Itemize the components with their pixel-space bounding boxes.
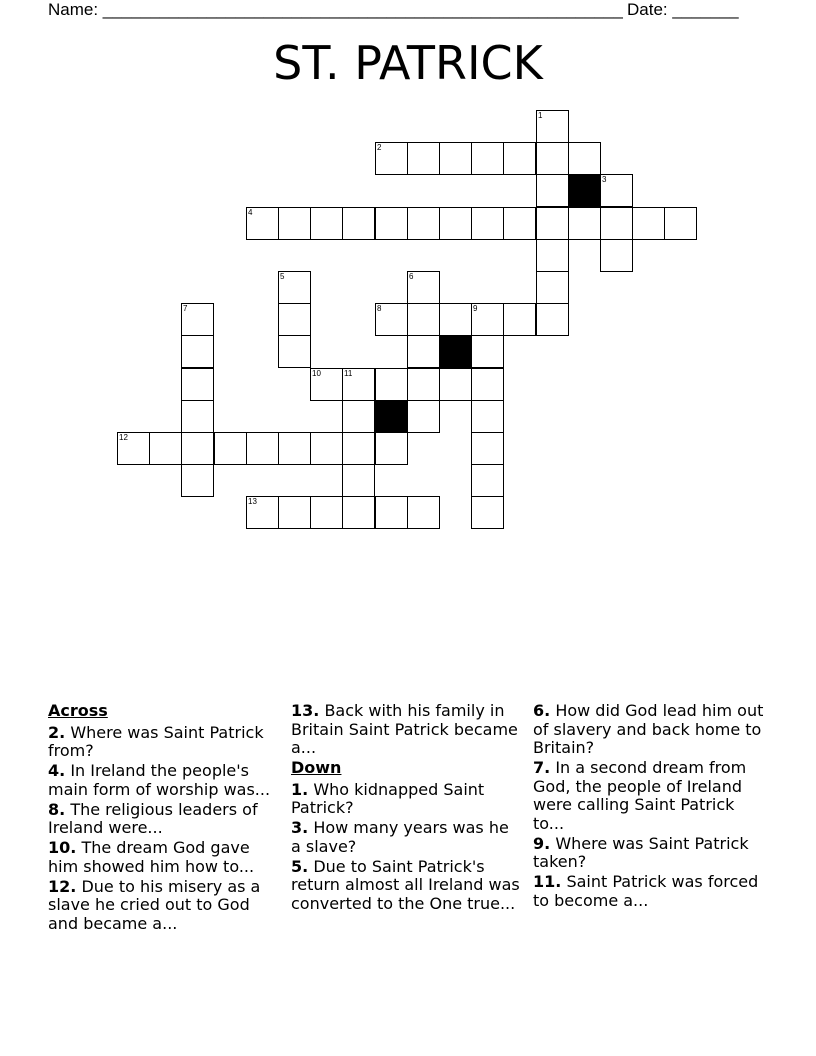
clue-text: Who kidnapped Saint Patrick?	[291, 779, 485, 817]
crossword-cell[interactable]	[246, 496, 279, 529]
crossword-cell[interactable]	[439, 142, 472, 175]
crossword-cell[interactable]	[181, 432, 214, 465]
clue-text: Saint Patrick was forced to become a...	[533, 872, 759, 910]
crossword-cell[interactable]	[310, 368, 343, 401]
clue-across-2	[48, 724, 280, 761]
crossword-cell[interactable]	[342, 400, 375, 433]
crossword-cell[interactable]	[471, 400, 504, 433]
name-field-label: Name: _______________________________________________________	[48, 0, 623, 19]
crossword-cell[interactable]	[471, 496, 504, 529]
crossword-cell[interactable]	[278, 271, 311, 304]
crossword-cell[interactable]	[439, 368, 472, 401]
crossword-cell[interactable]	[407, 207, 440, 240]
crossword-cell[interactable]	[536, 142, 569, 175]
crossword-cell[interactable]	[375, 496, 408, 529]
crossword-cell[interactable]	[407, 271, 440, 304]
clue-across-12	[48, 878, 280, 934]
clue-number: 6.	[533, 701, 551, 720]
clue-down-11	[533, 873, 765, 910]
clue-text: In Ireland the people's main form of worship was...	[48, 761, 271, 799]
crossword-cell[interactable]	[342, 368, 375, 401]
crossword-cell[interactable]	[342, 496, 375, 529]
clues-column-2	[291, 702, 523, 915]
crossword-cell[interactable]	[181, 368, 214, 401]
clue-number: 12.	[48, 876, 77, 896]
crossword-cell[interactable]	[342, 464, 375, 497]
cell-number: 13	[248, 497, 257, 506]
crossword-cell[interactable]	[503, 303, 536, 336]
crossword-cell[interactable]	[149, 432, 182, 465]
crossword-cell[interactable]	[503, 207, 536, 240]
clue-number: 8.	[48, 799, 66, 819]
crossword-cell[interactable]	[568, 142, 601, 175]
crossword-cell[interactable]	[117, 432, 150, 465]
crossword-cell[interactable]	[600, 239, 633, 272]
crossword-cell[interactable]	[181, 303, 214, 336]
crossword-cell[interactable]	[536, 174, 569, 207]
clue-across-4	[48, 762, 280, 799]
clue-number: 13.	[291, 701, 320, 720]
crossword-cell[interactable]	[471, 464, 504, 497]
cell-number: 8	[377, 304, 382, 313]
crossword-cell[interactable]	[407, 496, 440, 529]
clue-text: Due to Saint Patrick's return almost all Ireland was converted to the One true...	[291, 856, 520, 913]
clue-text: Where was Saint Patrick taken?	[533, 833, 749, 871]
crossword-cell[interactable]	[407, 335, 440, 368]
clue-text: How many years was he a slave?	[291, 818, 509, 856]
cell-number: 6	[409, 272, 414, 281]
crossword-cell[interactable]	[439, 303, 472, 336]
clue-down-3	[291, 819, 523, 856]
clue-down-5	[291, 858, 523, 914]
cell-number: 11	[344, 369, 353, 378]
crossword-cell[interactable]	[664, 207, 697, 240]
crossword-cell[interactable]	[568, 207, 601, 240]
cell-number: 12	[119, 433, 128, 442]
clue-number: 9.	[533, 833, 551, 853]
clue-down-6	[533, 702, 765, 758]
crossword-cell[interactable]	[600, 207, 633, 240]
crossword-cell[interactable]	[536, 110, 569, 143]
crossword-cell[interactable]	[342, 432, 375, 465]
crossword-cell[interactable]	[375, 303, 408, 336]
crossword-cell[interactable]	[375, 432, 408, 465]
clue-number: 4.	[48, 761, 66, 780]
clue-text: The religious leaders of Ireland were...	[48, 799, 258, 837]
cell-number: 1	[538, 111, 543, 120]
crossword-cell[interactable]	[375, 207, 408, 240]
crossword-cell[interactable]	[600, 174, 633, 207]
crossword-cell[interactable]	[471, 368, 504, 401]
clue-down-1	[291, 781, 523, 818]
cell-number: 7	[183, 304, 188, 313]
clue-number: 11.	[533, 872, 562, 891]
clues-column-1	[48, 702, 280, 935]
cell-number: 10	[312, 369, 321, 378]
crossword-cell[interactable]	[536, 239, 569, 272]
crossword-cell[interactable]	[181, 464, 214, 497]
clue-text: Back with his family in Britain Saint Patrick became a...	[291, 701, 518, 757]
clue-across-10	[48, 839, 280, 876]
crossword-cell[interactable]	[310, 432, 343, 465]
clue-number: 5.	[291, 856, 309, 876]
clue-down-7	[533, 759, 765, 833]
crossword-cell[interactable]	[181, 400, 214, 433]
clue-text: In a second dream from God, the people of Ireland were calling Saint Patrick to...	[533, 758, 747, 833]
crossword-cell[interactable]	[632, 207, 665, 240]
clue-across-8	[48, 801, 280, 838]
across-heading: Across	[48, 701, 108, 720]
clue-text: Where was Saint Patrick from?	[48, 722, 264, 760]
crossword-cell[interactable]	[246, 207, 279, 240]
crossword-cell[interactable]	[471, 335, 504, 368]
crossword-cell[interactable]	[310, 207, 343, 240]
cell-number: 2	[377, 143, 382, 152]
crossword-cell[interactable]	[503, 142, 536, 175]
crossword-cell[interactable]	[278, 496, 311, 529]
clue-down-9	[533, 835, 765, 872]
clue-text: How did God lead him out of slavery and back home to Britain?	[533, 701, 764, 757]
crossword-black-cell	[439, 335, 472, 368]
crossword-cell[interactable]	[536, 271, 569, 304]
clue-text: Due to his misery as a slave he cried out to God and became a...	[48, 876, 261, 933]
crossword-cell[interactable]	[407, 400, 440, 433]
page-title: ST. PATRICK	[273, 36, 543, 90]
cell-number: 3	[602, 175, 607, 184]
clue-text: The dream God gave him showed him how to...	[48, 838, 255, 876]
crossword-cell[interactable]	[471, 303, 504, 336]
crossword-black-cell	[568, 174, 601, 207]
cell-number: 9	[473, 304, 478, 313]
crossword-cell[interactable]	[214, 432, 247, 465]
crossword-cell[interactable]	[375, 142, 408, 175]
crossword-cell[interactable]	[471, 142, 504, 175]
crossword-cell[interactable]	[375, 368, 408, 401]
clues-column-3	[533, 702, 765, 912]
cell-number: 4	[248, 208, 253, 217]
crossword-cell[interactable]	[471, 207, 504, 240]
clue-number: 1.	[291, 779, 309, 799]
crossword-cell[interactable]	[407, 303, 440, 336]
clue-number: 7.	[533, 758, 551, 777]
crossword-cell[interactable]	[536, 303, 569, 336]
date-field-label: Date: _______	[627, 0, 739, 19]
clue-across-13	[291, 702, 523, 758]
down-heading: Down	[291, 758, 342, 777]
crossword-cell[interactable]	[471, 432, 504, 465]
clue-number: 10.	[48, 838, 77, 857]
crossword-cell[interactable]	[342, 207, 375, 240]
crossword-cell[interactable]	[407, 368, 440, 401]
crossword-cell[interactable]	[310, 496, 343, 529]
crossword-cell[interactable]	[246, 432, 279, 465]
crossword-cell[interactable]	[407, 142, 440, 175]
crossword-cell[interactable]	[278, 335, 311, 368]
clue-number: 2.	[48, 722, 66, 742]
clue-number: 3.	[291, 818, 309, 837]
crossword-cell[interactable]	[439, 207, 472, 240]
crossword-black-cell	[375, 400, 408, 433]
crossword-cell[interactable]	[278, 207, 311, 240]
crossword-cell[interactable]	[181, 335, 214, 368]
cell-number: 5	[280, 272, 285, 281]
crossword-cell[interactable]	[278, 432, 311, 465]
crossword-cell[interactable]	[278, 303, 311, 336]
crossword-cell[interactable]	[536, 207, 569, 240]
